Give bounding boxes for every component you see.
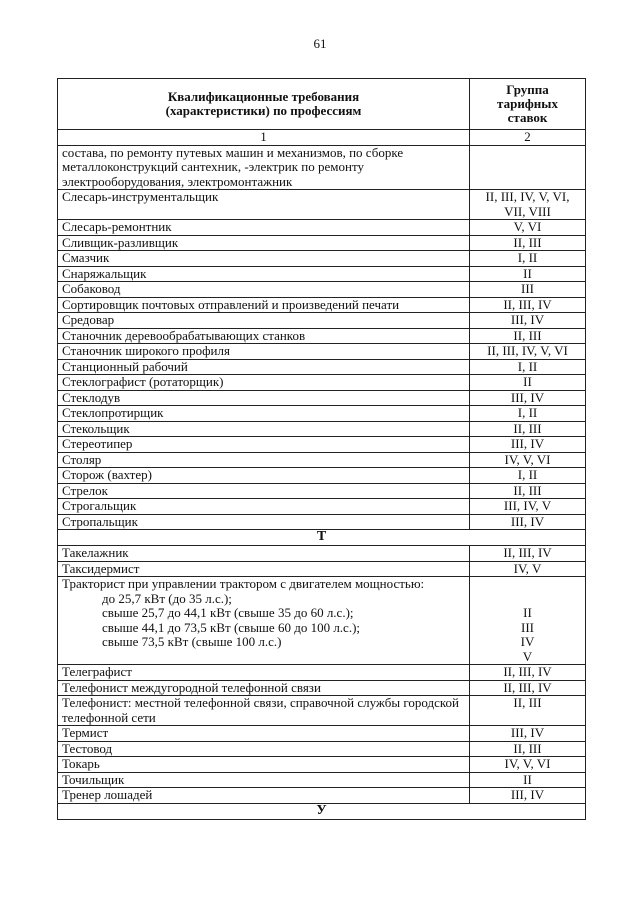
profession-name: Столяр xyxy=(58,452,470,468)
profession-name: Стекольщик xyxy=(58,421,470,437)
tariff-group: I, II xyxy=(470,468,586,484)
profession-name: Стереотипер xyxy=(58,437,470,453)
header-requirements xyxy=(58,79,470,130)
tariff-group: II, III xyxy=(470,328,586,344)
tractor-power-3: свыше 44,1 до 73,5 кВт (свыше 60 до 100 л.с.); xyxy=(102,619,361,635)
tariff-group: II, III, IV xyxy=(470,546,586,562)
section-letter-u: У xyxy=(58,803,586,819)
tariff-group: II xyxy=(470,266,586,282)
profession-name: Таксидермист xyxy=(58,561,470,577)
header-col1-line1: Квалификационные требования xyxy=(167,88,360,104)
table-row xyxy=(58,344,586,360)
header-col2-line1: Группа xyxy=(506,82,549,97)
profession-name: Токарь xyxy=(58,757,470,773)
table-row xyxy=(58,788,586,804)
table-row xyxy=(58,190,586,220)
table-row xyxy=(58,145,586,190)
tariff-group: III, IV xyxy=(470,313,586,329)
table-row xyxy=(58,696,586,726)
tractor-power-1: до 25,7 кВт (до 35 л.с.); xyxy=(102,590,232,606)
tariff-group: II, III xyxy=(470,741,586,757)
profession-name: Термист xyxy=(58,726,470,742)
tractor-groups xyxy=(470,577,586,665)
profession-name: Строгальщик xyxy=(58,499,470,515)
table-row xyxy=(58,514,586,530)
tariff-group: II xyxy=(470,375,586,391)
table-row xyxy=(58,757,586,773)
profession-name: Тестовод xyxy=(58,741,470,757)
tariff-group: II, III xyxy=(470,235,586,251)
table-row xyxy=(58,772,586,788)
profession-name: состава, по ремонту путевых машин и механизмов, по сборке металлоконструкций сантехник, -электрик по ремонту электрооборудования, электромонтажник xyxy=(58,145,470,190)
tractor-power-4: свыше 73,5 кВт (свыше 100 л.с.) xyxy=(102,634,282,649)
table-row xyxy=(58,468,586,484)
tariff-group: II xyxy=(470,772,586,788)
tariff-group: II, III xyxy=(470,483,586,499)
tariff-group: II, III, IV, V, VI, VII, VIII xyxy=(470,190,586,220)
header-tariff-group xyxy=(470,79,586,130)
letter-row-u xyxy=(58,803,586,819)
table-row xyxy=(58,561,586,577)
tractor-group-4: V xyxy=(522,648,533,664)
table-row xyxy=(58,313,586,329)
profession-name: Стеклопротирщик xyxy=(58,406,470,422)
table-row xyxy=(58,483,586,499)
tariff-group: I, II xyxy=(470,359,586,375)
column-number-row xyxy=(58,130,586,146)
tariff-group: II, III, IV, V, VI xyxy=(470,344,586,360)
tariff-group xyxy=(470,145,586,190)
tractor-group-3: IV xyxy=(520,634,535,649)
profession-name: Сторож (вахтер) xyxy=(58,468,470,484)
profession-name: Тренер лошадей xyxy=(58,788,470,804)
table-row xyxy=(58,297,586,313)
tariff-group: IV, V, VI xyxy=(470,452,586,468)
tariff-group: II, III, IV xyxy=(470,297,586,313)
tariff-group: I, II xyxy=(470,406,586,422)
table-row xyxy=(58,437,586,453)
section-letter-t: Т xyxy=(58,530,586,546)
table-row xyxy=(58,452,586,468)
letter-row-t xyxy=(58,530,586,546)
tractor-cell xyxy=(58,577,470,665)
tariff-group: III, IV xyxy=(470,788,586,804)
profession-name: Телефонист: местной телефонной связи, справочной службы городской телефонной сети xyxy=(58,696,470,726)
header-col1-line2: (характеристики) по профессиям xyxy=(165,103,362,118)
profession-name: Станционный рабочий xyxy=(58,359,470,375)
profession-name: Слесарь-инструментальщик xyxy=(58,190,470,220)
profession-name: Средовар xyxy=(58,313,470,329)
tractor-group-2: III xyxy=(521,619,534,635)
tariff-group: III, IV xyxy=(470,514,586,530)
table-row xyxy=(58,375,586,391)
table-row xyxy=(58,220,586,236)
tariff-group: I, II xyxy=(470,251,586,267)
profession-name: Такелажник xyxy=(58,546,470,562)
profession-name: Сортировщик почтовых отправлений и произведений печати xyxy=(58,297,470,313)
profession-name: Стропальщик xyxy=(58,514,470,530)
column-number-1: 1 xyxy=(58,130,470,146)
profession-name: Телефонист междугородной телефонной связи xyxy=(58,680,470,696)
tractor-title: Тракторист при управлении трактором с двигателем мощностью: xyxy=(62,576,425,591)
profession-table xyxy=(57,78,586,820)
table-row xyxy=(58,421,586,437)
profession-name: Стеклодув xyxy=(58,390,470,406)
tariff-group: III xyxy=(470,282,586,298)
table-row xyxy=(58,328,586,344)
header-col2-line3: ставок xyxy=(507,110,548,125)
tractor-group-1: II xyxy=(523,605,532,620)
tariff-group: II, III, IV xyxy=(470,665,586,681)
table-row xyxy=(58,665,586,681)
tariff-group: II, III xyxy=(470,421,586,437)
tariff-group: IV, V xyxy=(470,561,586,577)
table-row xyxy=(58,235,586,251)
table-row xyxy=(58,282,586,298)
table-row xyxy=(58,251,586,267)
tariff-group: V, VI xyxy=(470,220,586,236)
table-row xyxy=(58,546,586,562)
tariff-group: IV, V, VI xyxy=(470,757,586,773)
profession-name: Стеклографист (ротаторщик) xyxy=(58,375,470,391)
table-row xyxy=(58,726,586,742)
tariff-group: III, IV, V xyxy=(470,499,586,515)
page-number: 61 xyxy=(313,36,327,51)
table-row xyxy=(58,359,586,375)
table-row xyxy=(58,390,586,406)
table-row xyxy=(58,266,586,282)
tariff-group: III, IV xyxy=(470,390,586,406)
tariff-group: III, IV xyxy=(470,437,586,453)
profession-name: Станочник широкого профиля xyxy=(58,344,470,360)
profession-name: Точильщик xyxy=(58,772,470,788)
table-row xyxy=(58,499,586,515)
header-col2-line2: тарифных xyxy=(497,96,558,111)
profession-name: Снаряжальщик xyxy=(58,266,470,282)
profession-name: Слесарь-ремонтник xyxy=(58,220,470,236)
tractor-power-2: свыше 25,7 до 44,1 кВт (свыше 35 до 60 л.с.); xyxy=(102,605,354,620)
profession-name: Стрелок xyxy=(58,483,470,499)
profession-name: Станочник деревообрабатывающих станков xyxy=(58,328,470,344)
table-row xyxy=(58,680,586,696)
profession-name: Собаковод xyxy=(58,282,470,298)
table-row-tractor xyxy=(58,577,586,665)
table-row xyxy=(58,741,586,757)
column-number-2: 2 xyxy=(470,130,586,146)
profession-name: Смазчик xyxy=(58,251,470,267)
profession-name: Сливщик-разливщик xyxy=(58,235,470,251)
tariff-group: II, III xyxy=(470,696,586,726)
tariff-group: II, III, IV xyxy=(470,680,586,696)
table-row xyxy=(58,406,586,422)
profession-name: Телеграфист xyxy=(58,665,470,681)
header-row xyxy=(58,79,586,130)
tariff-group: III, IV xyxy=(470,726,586,742)
